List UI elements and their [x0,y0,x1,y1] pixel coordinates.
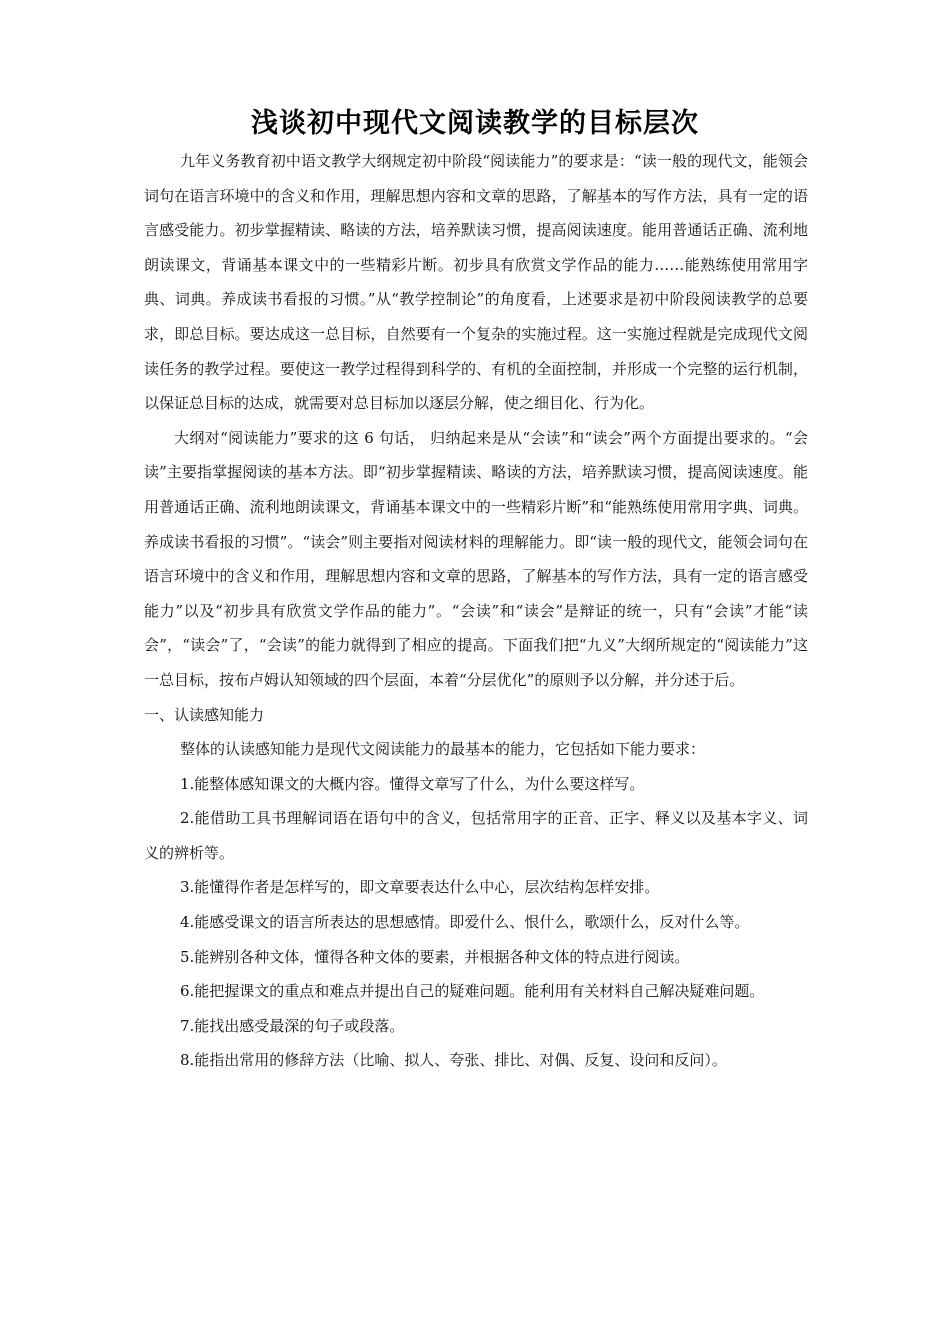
list-item: 5.能辨别各种文体，懂得各种文体的要素，并根据各种文体的特点进行阅读。 [180,947,690,966]
document-title: 浅谈初中现代文阅读教学的目标层次 [251,108,699,139]
paragraph-intro: 九年义务教育初中语文教学大纲规定初中阶段“阅读能力”的要求是：“读一般的现代文，能领会词句在语言环境中的含义和作用，理解思想内容和文章的思路，了解基本的写作方法，具有一定的语言感受能力。初步掌握精读、略读的方法，培养默读习惯，提高阅读速度。能用普通话正确、流利地朗读课文，背诵基本课文中的一些精彩片断。初步具有欣赏文学作品的能力……能熟练使用常用字典、词典。养成读书看报的习惯。”从“教学控制论”的角度看，上述要求是初中阶段阅读教学的总要求，即总目标。要达成这一总目标，自然要有一个复杂的实施过程。这一实施过程就是完成现代文阅读任务的教学过程。要使这一教学过程得到科学的、有机的全面控制，并形成一个完整的运行机制，以保证总目标的达成，就需要对总目标加以逐层分解，使之细目化、行为化。 [144,152,808,413]
list-item: 2.能借助工具书理解词语在语句中的含义，包括常用字的正音、正字、释义以及基本字义、词义的辨析等。 [144,809,808,862]
section-intro: 整体的认读感知能力是现代文阅读能力的最基本的能力，它包括如下能力要求： [180,740,706,759]
document-body [144,144,808,1078]
list-item: 4.能感受课文的语言所表达的思想感情。即爱什么、恨什么，歌颂什么，反对什么等。 [180,913,750,932]
list-item: 7.能找出感受最深的句子或段落。 [180,1016,405,1035]
section-heading: 一、认读感知能力 [144,705,265,724]
list-item: 1.能整体感知课文的大概内容。懂得文章写了什么，为什么要这样写。 [180,774,645,793]
paragraph-analysis: 大纲对“阅读能力”要求的这 6 句话， 归纳起来是从“会读”和“读会”两个方面提出要求的。“会读”主要指掌握阅读的基本方法。即“初步掌握精读、略读的方法，培养默读习惯，提高阅读速度。能用普通话正确、流利地朗读课文，背诵基本课文中的一些精彩片断”和“能熟练使用常用字典、词典。养成读书看报的习惯”。“读会”则主要指对阅读材料的理解能力。即“读一般的现代文，能领会词句在语言环境中的含义和作用，理解思想内容和文章的思路，了解基本的写作方法，具有一定的语言感受能力”以及“初步具有欣赏文学作品的能力”。“会读”和“读会”是辩证的统一，只有“会读”才能“读会”，“读会”了，“会读”的能力就得到了相应的提高。下面我们把“九义”大纲所规定的“阅读能力”这一总目标，按布卢姆认知领域的四个层面，本着“分层优化”的原则予以分解，并分述于后。 [144,428,808,689]
list-item: 3.能懂得作者是怎样写的，即文章要表达什么中心，层次结构怎样安排。 [180,878,660,897]
list-item: 6.能把握课文的重点和难点并提出自己的疑难问题。能利用有关材料自己解决疑难问题。 [180,982,765,1001]
list-item: 8.能指出常用的修辞方法（比喻、拟人、夸张、排比、对偶、反复、设问和反问）。 [180,1051,727,1070]
